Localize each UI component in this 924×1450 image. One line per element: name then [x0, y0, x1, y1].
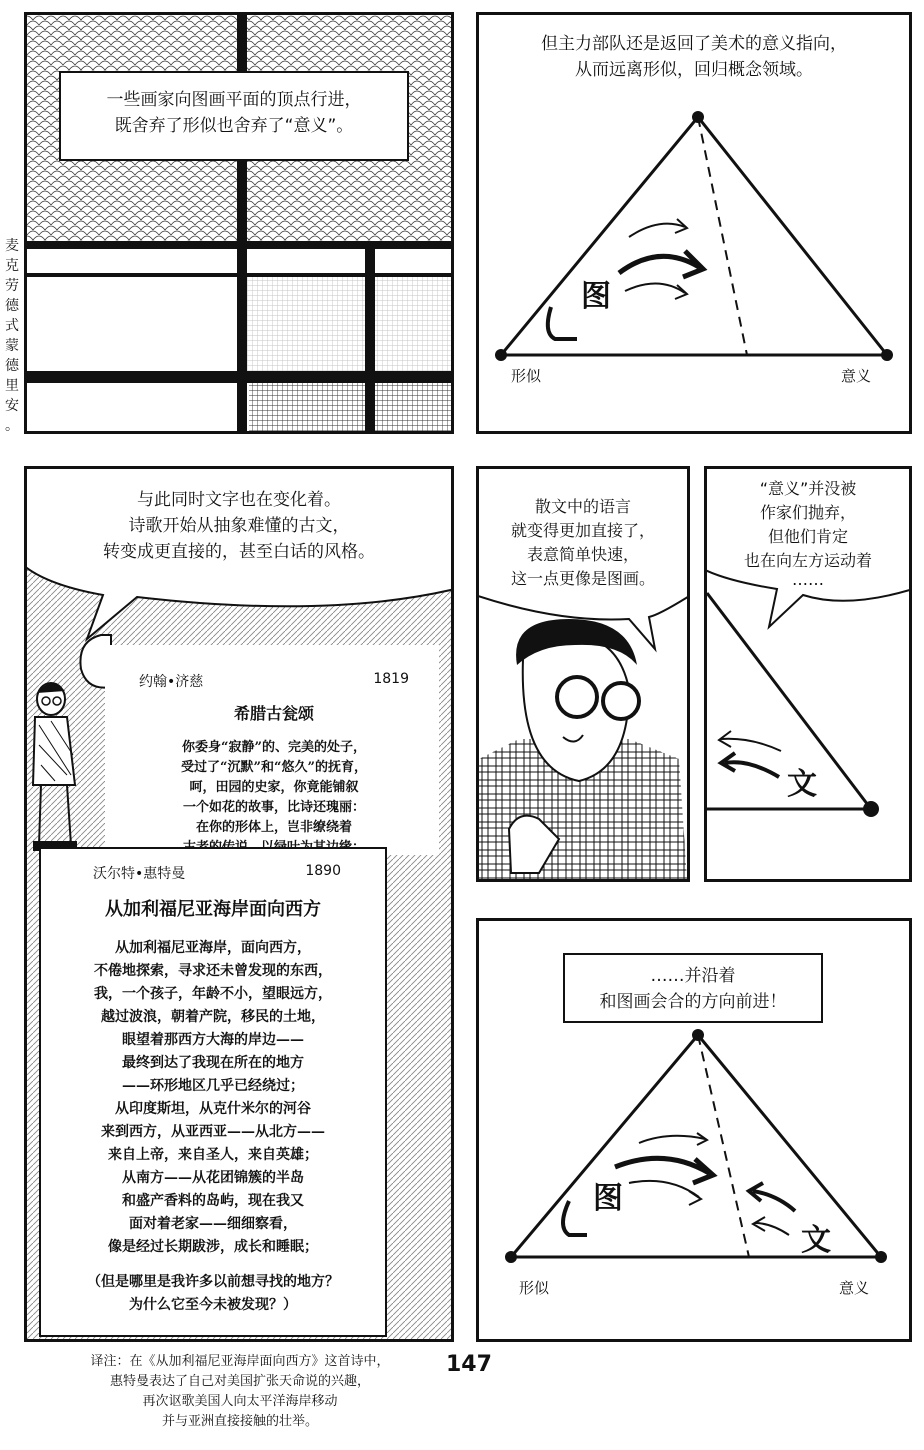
label-xingsi: 形似 [511, 367, 542, 385]
label-wen: 文 [801, 1223, 831, 1258]
label-yiyi: 意义 [839, 1279, 870, 1297]
panel-poems [24, 466, 454, 1342]
poem-author: 约翰•济慈 [139, 674, 204, 690]
apex-dot [692, 1029, 704, 1041]
caption-box: 一些画家向图画平面的顶点行进， 既舍弃了形似也舍弃了“意义”。 [59, 71, 409, 161]
vertex-dot [881, 349, 893, 361]
translator-note: 译注：在《从加利福尼亚海岸面向西方》这首诗中， 惠特曼表达了自己对美国扩张天命说的兴趣， 再次讴歌美国人向太平洋海岸移动 并与亚洲直接接触的壮举。 [90, 1354, 390, 1429]
speech-text: 与此同时文字也在变化着。 诗歌开始从抽象难懂的古文， 转变成更直接的，甚至白话的风格。 [103, 490, 375, 562]
panel-prose [476, 466, 690, 882]
label-tu: 图 [593, 1181, 623, 1216]
panel-wen [704, 466, 912, 882]
panel-triangle-bottom [476, 918, 912, 1342]
poem-whitman: 沃尔特•惠特曼 1890 从加利福尼亚海岸面向西方 从加利福尼亚海岸，面向西方， 不倦地探索，寻求还未曾发现的东西， 我，一个孩子，年龄不小，望眼远方， 越过波浪，朝着产院，移民的土地， 眼望着那西方大海的岸边—— 最终到达了我现在所在的地方 ——环形地区几乎已经绕过； 从印度斯坦，从克什米尔的河谷 来到西方，从亚西亚——从北方—— 来自上帝，来自圣人，来自英雄； 从南方——从花团锦簇的半岛 和盛产香料的岛屿，现在我又 面对着老家——细细察看， 像是经过长期跋涉，成长和睡眠； （但是哪里是我许多以前想寻找的地方？ 为什么它至今未被发现？） [39, 847, 387, 1337]
apex-dot [692, 111, 704, 123]
poem-keats: 约翰•济慈 1819 希腊古瓮颂 你委身“寂静”的、完美的处子， 受过了“沉默”和“悠久”的抚育， 呵，田园的史家，你竟能铺叙 一个如花的故事，比诗还瑰丽： 在你的形体上，岂非缭绕着 [105, 645, 439, 855]
label-yiyi: 意义 [841, 367, 872, 385]
label-wen: 文 [787, 767, 817, 802]
vertical-credit: 麦 克 劳 德 式 蒙 德 里 安 。 [5, 238, 19, 434]
vertex-dot [505, 1251, 517, 1263]
panel-mondrian [24, 12, 454, 434]
label-tu: 图 [581, 279, 611, 314]
poem-year: 1819 [373, 671, 409, 687]
page-number: 147 [446, 1352, 492, 1377]
poem-title: 从加利福尼亚海岸面向西方 [105, 899, 321, 920]
man-figure [31, 675, 101, 875]
vertex-dot [875, 1251, 887, 1263]
caption-box: ……并沿着 和图画会合的方向前进！ [563, 953, 823, 1023]
poem-author: 沃尔特•惠特曼 [93, 866, 186, 882]
narration: 但主力部队还是返回了美术的意义指向， 从而远离形似，回归概念领域。 [541, 34, 847, 80]
speech-text: “意义”并没被 作家们抛弃， 但他们肯定 也在向左方运动着 …… [743, 479, 872, 589]
vertex-dot [495, 349, 507, 361]
speech-text: 散文中的语言 就变得更加直接了， 表意简单快速， 这一点更像是图画。 [510, 497, 655, 588]
label-xingsi: 形似 [519, 1279, 550, 1297]
panel-triangle-top [476, 12, 912, 434]
poem-title: 希腊古瓮颂 [233, 704, 314, 723]
poem-year: 1890 [305, 863, 341, 879]
vertex-dot [863, 801, 879, 817]
